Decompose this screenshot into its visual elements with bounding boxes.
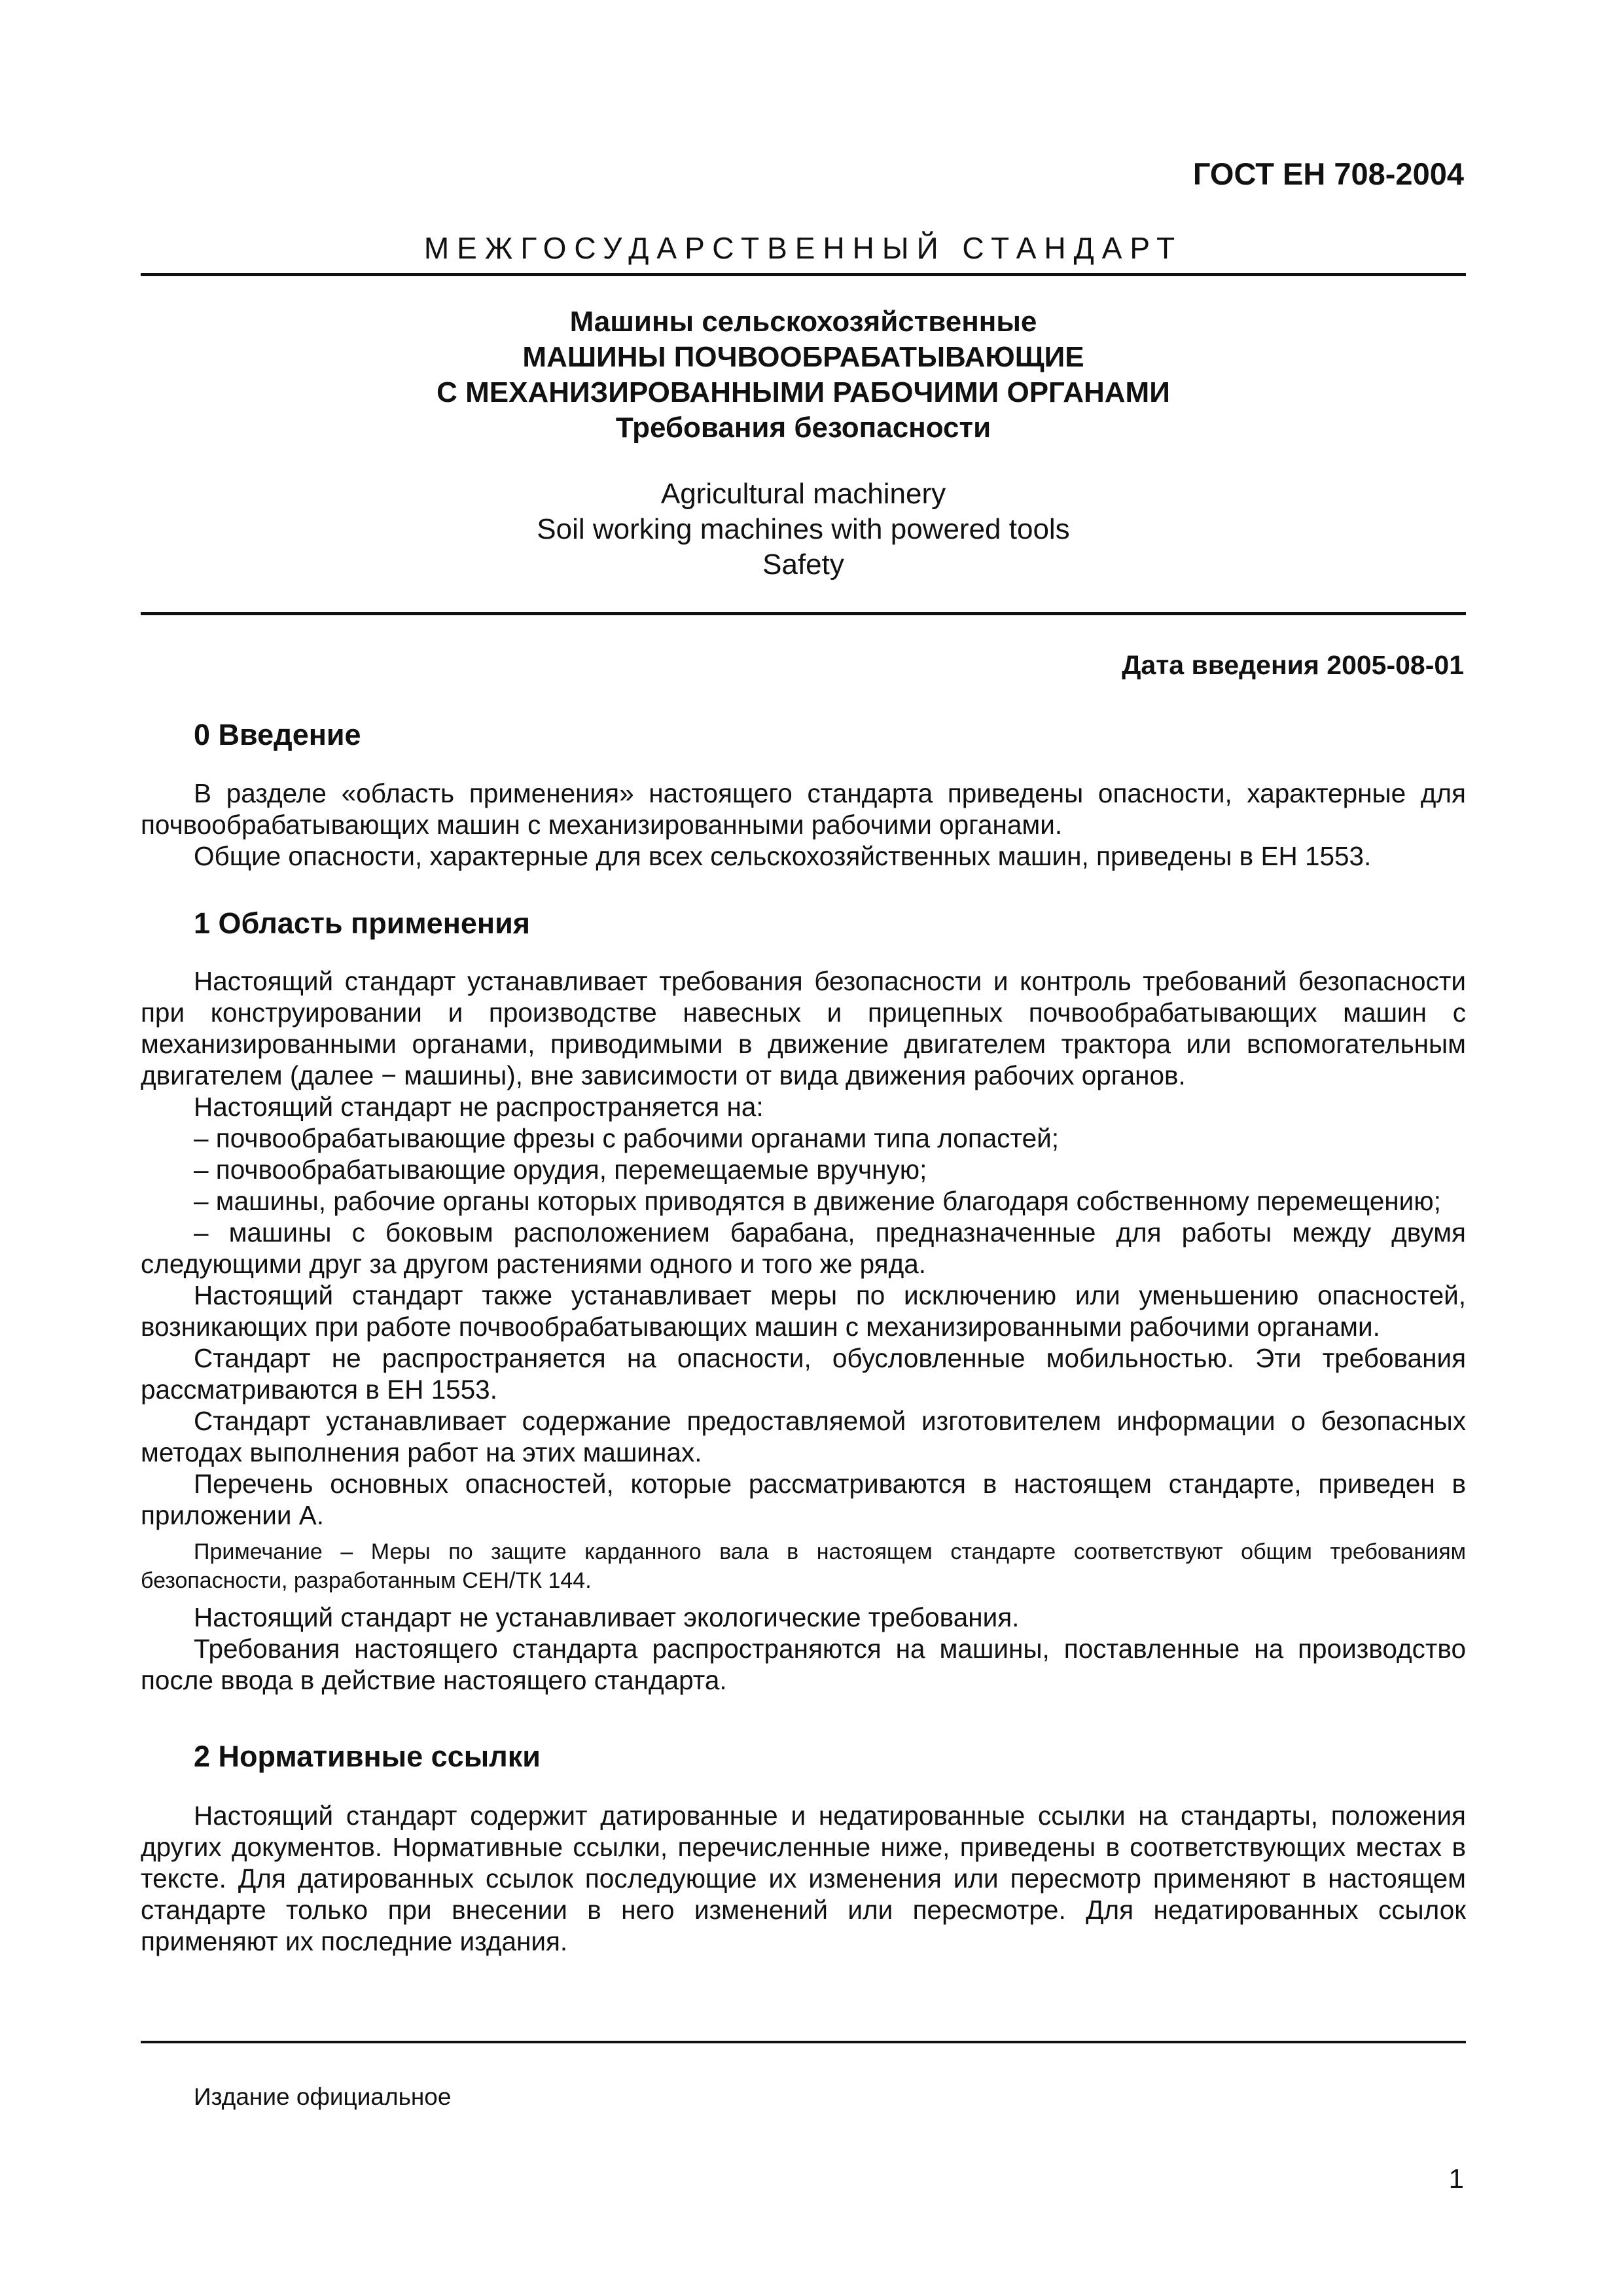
list-item: – машины, рабочие органы которых приводятся в движение благодаря собственному перемещению; bbox=[194, 1186, 1441, 1216]
top-rule bbox=[141, 273, 1466, 276]
paragraph: Стандарт не распространяется на опасности, обусловленные мобильностью. Эти требования рассматриваются в ЕН 1553. bbox=[141, 1343, 1466, 1405]
section-1-heading: 1 Область применения bbox=[194, 906, 531, 940]
title-en-line-2: Soil working machines with powered tools bbox=[537, 513, 1070, 545]
note: Примечание – Меры по защите карданного вала в настоящем стандарте соответствуют общим требованиям безопасности, разработанным СЕН/ТК 144. bbox=[141, 1539, 1466, 1593]
paragraph: Настоящий стандарт также устанавливает меры по исключению или уменьшению опасностей, возникающих при работе почвообрабатывающих машин с механизированными рабочими органами. bbox=[141, 1280, 1466, 1342]
title-ru-line-3: С МЕХАНИЗИРОВАННЫМИ РАБОЧИМИ ОРГАНАМИ bbox=[437, 376, 1170, 408]
introduction-date: Дата введения 2005-08-01 bbox=[1122, 650, 1464, 680]
paragraph: Настоящий стандарт не устанавливает экологические требования. bbox=[194, 1602, 1020, 1632]
title-bottom-rule bbox=[141, 612, 1466, 615]
list-item: – машины с боковым расположением барабана, предназначенные для работы между двумя следующими друг за другом растениями одного и того же ряда. bbox=[141, 1217, 1466, 1279]
title-ru-line-1: Машины сельскохозяйственные bbox=[569, 306, 1037, 338]
section-0-body bbox=[141, 778, 1466, 872]
paragraph: Настоящий стандарт не распространяется на: bbox=[194, 1092, 764, 1122]
title-en-line-3: Safety bbox=[762, 548, 844, 581]
title-ru-line-2: МАШИНЫ ПОЧВООБРАБАТЫВАЮЩИЕ bbox=[522, 341, 1084, 373]
edition-label: Издание официальное bbox=[194, 2083, 452, 2110]
paragraph: Стандарт устанавливает содержание предоставляемой изготовителем информации о безопасных методах выполнения работ на этих машинах. bbox=[141, 1406, 1466, 1467]
section-2-body bbox=[141, 1800, 1466, 1957]
title-en-line-1: Agricultural machinery bbox=[660, 478, 946, 510]
footer-rule bbox=[141, 2041, 1466, 2043]
page-number: 1 bbox=[1448, 2163, 1464, 2194]
title-russian bbox=[141, 304, 1466, 446]
paragraph: Перечень основных опасностей, которые рассматриваются в настоящем стандарте, приведен в приложении А. bbox=[141, 1469, 1466, 1530]
document-code: ГОСТ ЕН 708-2004 bbox=[1192, 156, 1464, 191]
list-item: – почвообрабатывающие фрезы с рабочими органами типа лопастей; bbox=[194, 1123, 1060, 1153]
paragraph: Настоящий стандарт содержит датированные и недатированные ссылки на стандарты, положения других документов. Нормативные ссылки, перечисленные ниже, приведены в соответствующих местах в тексте. Для датированных ссылок последующие их изменения или пересмотр применяют в настоящем стандарте только при внесении в него изменений или пересмотре. Для недатированных ссылок применяют их последние издания. bbox=[141, 1801, 1466, 1956]
section-1-body bbox=[141, 965, 1466, 1696]
interstate-standard-label: МЕЖГОСУДАРСТВЕННЫЙ СТАНДАРТ bbox=[423, 231, 1183, 265]
section-2-heading: 2 Нормативные ссылки bbox=[194, 1740, 541, 1773]
list-item: – почвообрабатывающие орудия, перемещаемые вручную; bbox=[194, 1155, 927, 1185]
title-english bbox=[141, 476, 1466, 583]
title-ru-line-4: Требования безопасности bbox=[615, 412, 991, 444]
paragraph: В разделе «область применения» настоящего стандарта приведены опасности, характерные для почвообрабатывающих машин с механизированными рабочими органами. bbox=[141, 778, 1466, 840]
paragraph: Настоящий стандарт устанавливает требования безопасности и контроль требований безопасности при конструировании и производстве навесных и прицепных почвообрабатывающих машин с механизированными органами, приводимыми в движение двигателем трактора или вспомогательным двигателем (далее − машины), вне зависимости от вида движения рабочих органов. bbox=[141, 966, 1466, 1090]
section-0-heading: 0 Введение bbox=[194, 718, 361, 751]
paragraph: Общие опасности, характерные для всех сельскохозяйственных машин, приведены в ЕН 1553. bbox=[194, 841, 1372, 871]
paragraph: Требования настоящего стандарта распространяются на машины, поставленные на производство после ввода в действие настоящего стандарта. bbox=[141, 1634, 1466, 1695]
